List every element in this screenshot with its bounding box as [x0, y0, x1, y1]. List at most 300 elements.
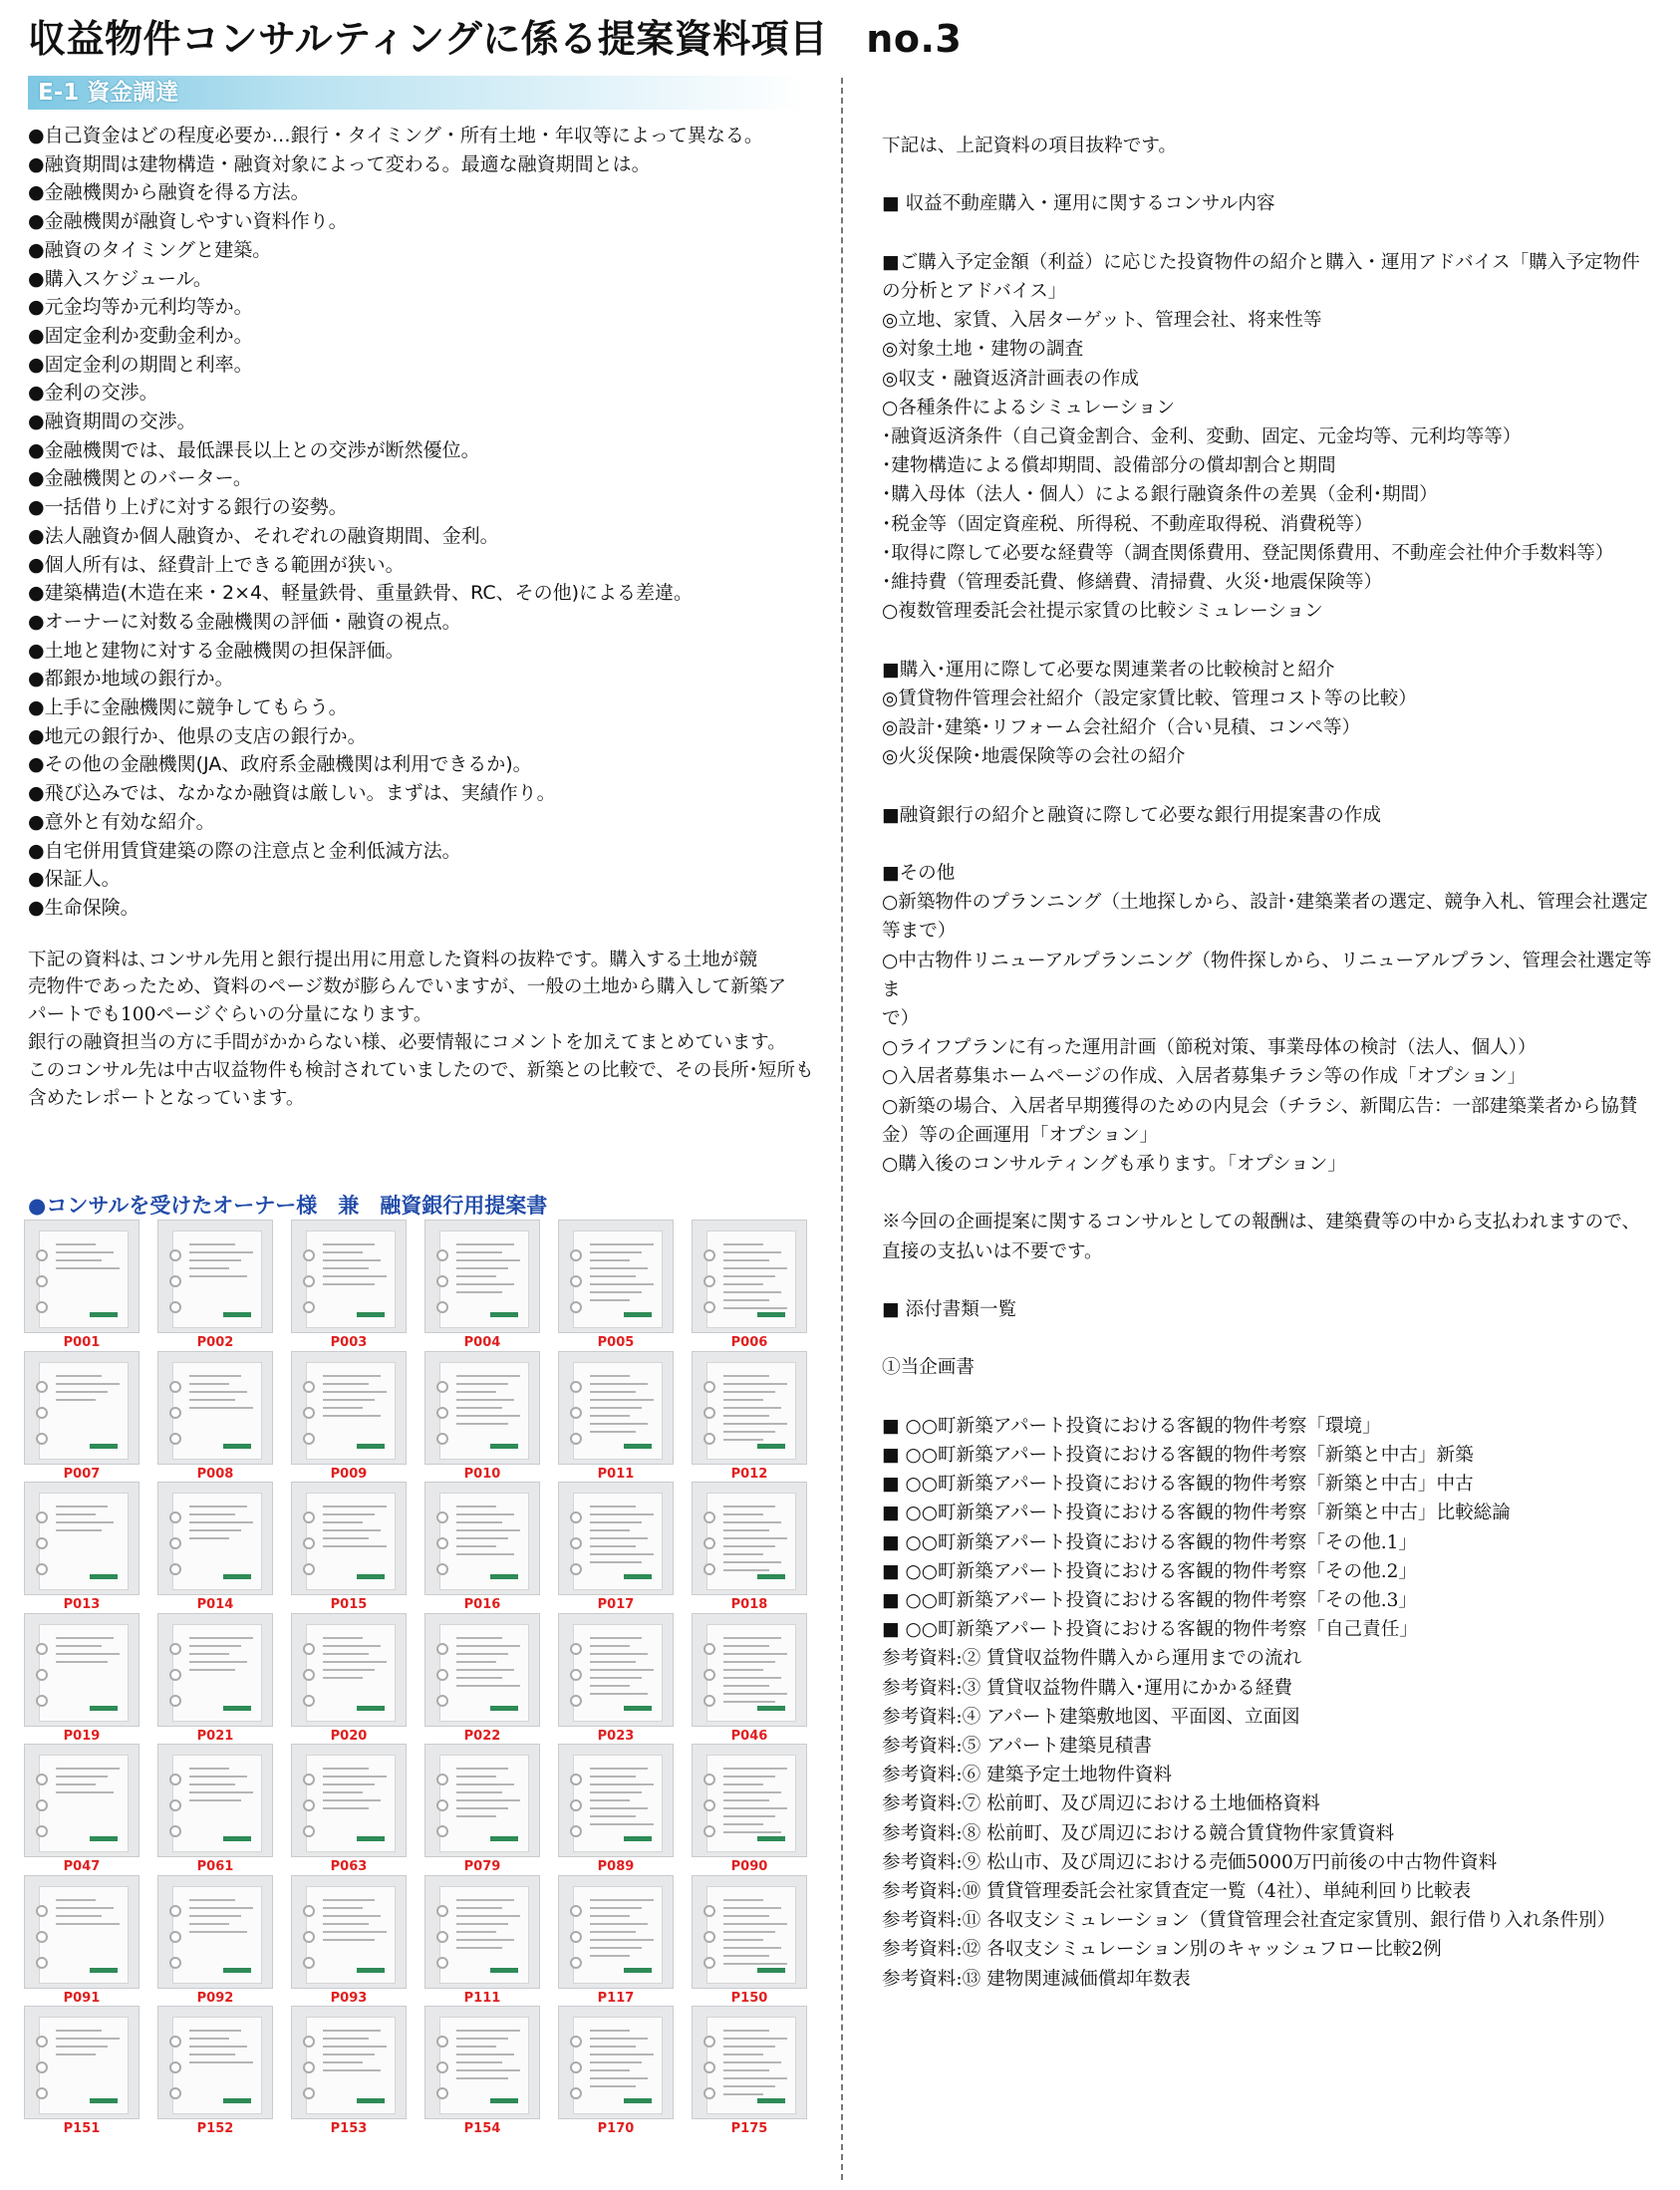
- thumbnail-item[interactable]: [24, 2006, 140, 2136]
- text-line-decoration: [189, 1391, 247, 1393]
- text-line-decoration: [323, 1661, 387, 1663]
- text-line-decoration: [723, 1545, 775, 1547]
- thumbnail-item[interactable]: [424, 2006, 540, 2136]
- binder-ring-icon: [169, 1669, 181, 1681]
- text-line-decoration: [189, 1783, 235, 1785]
- text-line-decoration: [189, 1791, 253, 1793]
- paragraph-line: このコンサル先は中古収益物件も検討されていましたので、新築との比較で、その長所･短所も: [28, 1059, 814, 1081]
- text-line-decoration: [590, 1513, 654, 1515]
- document-thumbnail: [157, 1744, 273, 1857]
- bullet-item: ●購入スケジュール。: [28, 267, 212, 290]
- content-line: ◎火災保険･地震保険等の会社の紹介: [882, 746, 1186, 768]
- text-line-decoration: [189, 1799, 241, 1801]
- text-line-decoration: [723, 1521, 781, 1523]
- text-line-decoration: [723, 1899, 763, 1901]
- content-line: の分析とアドバイス」: [882, 280, 1067, 302]
- text-line-decoration: [456, 1383, 508, 1385]
- text-line-decoration: [323, 2030, 381, 2032]
- text-line-decoration: [56, 1923, 120, 1925]
- content-line: 参考資料:⑬ 建物関連減価償却年数表: [882, 1968, 1191, 1990]
- spacer: [882, 1383, 1659, 1412]
- content-line: ◎設計･建築･リフォーム会社紹介（合い見積、コンペ等）: [882, 717, 1361, 739]
- logo-mark: [624, 2098, 652, 2103]
- document-thumbnail: [157, 1875, 273, 1989]
- text-line-decoration: [590, 1776, 636, 1778]
- text-line-decoration: [723, 2093, 763, 2095]
- document-thumbnail: [424, 1613, 540, 1727]
- page-preview: [439, 1231, 529, 1328]
- binder-ring-icon: [570, 1825, 582, 1837]
- thumbnail-item[interactable]: [291, 1482, 407, 1612]
- bullet-item: ●生命保険。: [28, 896, 140, 919]
- binder-ring-icon: [169, 1407, 181, 1419]
- content-line: ･維持費（管理委託費、修繕費、清掃費、火災･地震保険等）: [882, 572, 1383, 594]
- text-line-decoration: [189, 1653, 229, 1655]
- page-preview: [573, 1886, 663, 1984]
- text-line-decoration: [723, 1661, 775, 1663]
- text-line-decoration: [590, 1561, 642, 1563]
- text-line-decoration: [189, 1267, 229, 1269]
- thumbnail-label: P006: [730, 1335, 768, 1350]
- thumbnail-item[interactable]: [692, 1744, 807, 1874]
- text-line-decoration: [590, 1407, 642, 1409]
- content-line: ■ ○○町新築アパート投資における客観的物件考察「新築と中古」比較総論: [882, 1503, 1511, 1524]
- text-line-decoration: [456, 1931, 496, 1933]
- content-line: ◎収支・融資返済計画表の作成: [882, 368, 1139, 390]
- thumbnail-item[interactable]: [291, 1744, 407, 1874]
- binder-ring-icon: [570, 1643, 582, 1655]
- page-preview: [439, 2017, 529, 2114]
- text-line-decoration: [723, 1931, 775, 1933]
- text-line-decoration: [456, 1423, 508, 1425]
- document-thumbnail: [558, 1220, 674, 1333]
- thumbnail-item[interactable]: [558, 1220, 674, 1350]
- text-line-decoration: [456, 2069, 520, 2071]
- binder-ring-icon: [36, 1381, 48, 1393]
- thumbnail-item[interactable]: [424, 1744, 540, 1874]
- binder-ring-icon: [169, 1537, 181, 1549]
- binder-ring-icon: [169, 1381, 181, 1393]
- text-line-decoration: [456, 1537, 508, 1539]
- content-line: 参考資料:⑩ 賃貸管理委託会社家賃査定一覧（4社）、単純利回り比較表: [882, 1881, 1472, 1903]
- thumbnail-item[interactable]: [692, 1613, 807, 1744]
- binder-ring-icon: [169, 1249, 181, 1261]
- binder-ring-icon: [36, 2036, 48, 2048]
- page-title: 収益物件コンサルティングに係る提案資料項目 no.3: [28, 17, 963, 61]
- thumbnail-item[interactable]: [157, 2006, 273, 2136]
- text-line-decoration: [189, 1931, 247, 1933]
- document-thumbnail: [24, 1220, 140, 1333]
- text-line-decoration: [723, 1915, 769, 1917]
- text-line-decoration: [723, 1791, 781, 1793]
- text-line-decoration: [56, 1899, 96, 1901]
- thumbnail-item[interactable]: [558, 1744, 674, 1874]
- thumbnail-item[interactable]: [424, 1613, 540, 1744]
- text-line-decoration: [590, 2053, 654, 2055]
- text-line-decoration: [189, 1251, 253, 1253]
- text-line-decoration: [56, 1529, 102, 1531]
- text-line-decoration: [456, 1776, 496, 1778]
- binder-ring-icon: [36, 1511, 48, 1523]
- document-thumbnail: [558, 1744, 674, 1857]
- binder-ring-icon: [169, 1825, 181, 1837]
- thumbnail-label: P001: [63, 1335, 101, 1350]
- thumbnail-label: P008: [196, 1467, 234, 1482]
- thumbnail-item[interactable]: [24, 1482, 140, 1612]
- binder-ring-icon: [703, 1275, 715, 1287]
- text-line-decoration: [723, 1431, 775, 1433]
- thumbnail-label: P046: [730, 1729, 768, 1744]
- text-line-decoration: [323, 1415, 381, 1417]
- document-thumbnail: [291, 1351, 407, 1465]
- thumbnail-item[interactable]: [424, 1875, 540, 2006]
- thumbnail-item[interactable]: [291, 2006, 407, 2136]
- logo-mark: [357, 1444, 385, 1449]
- thumbnail-item[interactable]: [157, 1744, 273, 1874]
- binder-ring-icon: [169, 1957, 181, 1969]
- page-preview: [39, 1362, 129, 1460]
- thumbnail-item[interactable]: [692, 1482, 807, 1612]
- thumbnail-item[interactable]: [291, 1875, 407, 2006]
- text-line-decoration: [723, 1506, 775, 1507]
- text-line-decoration: [723, 1923, 787, 1925]
- spacer: [882, 626, 1659, 655]
- page-preview: [172, 1755, 262, 1852]
- content-line: ■ ○○町新築アパート投資における客観的物件考察「新築と中古」新築: [882, 1445, 1474, 1466]
- text-line-decoration: [590, 1799, 630, 1801]
- thumbnail-item[interactable]: [692, 2006, 807, 2136]
- page-preview: [172, 1231, 262, 1328]
- text-line-decoration: [590, 1907, 642, 1909]
- text-line-decoration: [723, 1645, 769, 1647]
- text-line-decoration: [456, 1399, 514, 1401]
- text-line-decoration: [323, 1267, 369, 1269]
- binder-ring-icon: [436, 1563, 448, 1575]
- spacer: [882, 771, 1659, 800]
- spacer: [882, 219, 1659, 248]
- thumbnail-label: P022: [463, 1729, 501, 1744]
- binder-ring-icon: [303, 1537, 315, 1549]
- text-line-decoration: [590, 1661, 636, 1663]
- content-line: 参考資料:⑨ 松山市、及び周辺における売価5000万円前後の中古物件資料: [882, 1851, 1498, 1873]
- text-line-decoration: [723, 1251, 781, 1253]
- text-line-decoration: [723, 1653, 787, 1655]
- binder-ring-icon: [36, 1249, 48, 1261]
- page-preview: [439, 1624, 529, 1722]
- binder-ring-icon: [703, 1381, 715, 1393]
- binder-ring-icon: [703, 1537, 715, 1549]
- text-line-decoration: [723, 1553, 763, 1555]
- page-preview: [439, 1362, 529, 1460]
- thumbnail-item[interactable]: [157, 1351, 273, 1482]
- logo-mark: [357, 2098, 385, 2103]
- text-line-decoration: [456, 2061, 502, 2063]
- left-column: [28, 76, 815, 1112]
- thumbnail-item[interactable]: [558, 1351, 674, 1482]
- document-thumbnail: [24, 1482, 140, 1595]
- binder-ring-icon: [703, 1774, 715, 1785]
- page-preview: [706, 1493, 796, 1590]
- text-line-decoration: [590, 1299, 630, 1301]
- text-line-decoration: [323, 1375, 381, 1377]
- document-thumbnail: [157, 1351, 273, 1465]
- logo-mark: [90, 1444, 118, 1449]
- thumbnail-item[interactable]: [291, 1613, 407, 1744]
- binder-ring-icon: [570, 1799, 582, 1811]
- page-preview: [439, 1755, 529, 1852]
- thumbnail-item[interactable]: [291, 1351, 407, 1482]
- content-line: 参考資料:⑧ 松前町、及び周辺における競合賃貸物件家賃資料: [882, 1822, 1395, 1844]
- text-line-decoration: [590, 1375, 630, 1377]
- page-preview: [573, 1362, 663, 1460]
- thumbnail-item[interactable]: [24, 1875, 140, 2006]
- thumbnail-item[interactable]: [424, 1220, 540, 1350]
- text-line-decoration: [56, 1907, 114, 1909]
- spacer: [882, 1179, 1659, 1208]
- text-line-decoration: [723, 2085, 775, 2087]
- thumbnail-item[interactable]: [24, 1351, 140, 1482]
- text-line-decoration: [590, 1823, 654, 1825]
- binder-ring-icon: [436, 1249, 448, 1261]
- document-thumbnail: [291, 1744, 407, 1857]
- thumbnail-item[interactable]: [558, 2006, 674, 2136]
- content-line: ■ ○○町新築アパート投資における客観的物件考察「環境」: [882, 1415, 1381, 1437]
- logo-mark: [624, 1312, 652, 1317]
- thumbnail-item[interactable]: [157, 1220, 273, 1350]
- page-preview: [573, 2017, 663, 2114]
- content-line: 金）等の企画運用「オプション」: [882, 1124, 1159, 1146]
- text-line-decoration: [590, 1545, 636, 1547]
- text-line-decoration: [189, 1407, 253, 1409]
- text-line-decoration: [590, 1677, 642, 1679]
- text-line-decoration: [189, 1275, 247, 1277]
- spacer: [882, 1324, 1659, 1353]
- thumbnail-item[interactable]: [157, 1613, 273, 1744]
- text-line-decoration: [456, 1375, 520, 1377]
- content-line: ◎賃貸物件管理会社紹介（設定家賃比較、管理コスト等の比較）: [882, 687, 1417, 709]
- binder-ring-icon: [436, 2061, 448, 2073]
- document-thumbnail: [558, 2006, 674, 2119]
- thumbnail-label: P014: [196, 1597, 234, 1612]
- text-line-decoration: [323, 1537, 369, 1539]
- binder-ring-icon: [303, 1563, 315, 1575]
- document-thumbnail: [424, 1351, 540, 1465]
- text-line-decoration: [56, 1768, 120, 1770]
- text-line-decoration: [56, 1251, 114, 1253]
- thumbnail-item[interactable]: [692, 1351, 807, 1482]
- text-line-decoration: [723, 1669, 763, 1671]
- text-line-decoration: [590, 1693, 648, 1695]
- page-preview: [39, 1231, 129, 1328]
- page-preview: [706, 1362, 796, 1460]
- binder-ring-icon: [570, 1774, 582, 1785]
- thumbnail-item[interactable]: [157, 1875, 273, 2006]
- bullet-item: ●建築構造(木造在来・2×4、軽量鉄骨、重量鉄骨、RC、その他)による差違。: [28, 582, 694, 605]
- text-line-decoration: [723, 1399, 763, 1401]
- text-line-decoration: [56, 1915, 102, 1917]
- text-line-decoration: [723, 1415, 769, 1417]
- text-line-decoration: [56, 1399, 96, 1401]
- logo-mark: [624, 1444, 652, 1449]
- text-line-decoration: [456, 1407, 502, 1409]
- text-line-decoration: [56, 2053, 96, 2055]
- text-line-decoration: [189, 1383, 229, 1385]
- document-thumbnail: [424, 1744, 540, 1857]
- bullet-item: ●オーナーに対数る金融機関の評価・融資の視点。: [28, 610, 461, 633]
- text-line-decoration: [56, 1506, 108, 1507]
- text-line-decoration: [590, 1415, 630, 1417]
- text-line-decoration: [723, 1307, 787, 1309]
- text-line-decoration: [323, 1791, 363, 1793]
- binder-ring-icon: [570, 2061, 582, 2073]
- text-line-decoration: [590, 1653, 648, 1655]
- text-line-decoration: [590, 2085, 636, 2087]
- text-line-decoration: [189, 1243, 235, 1245]
- thumbnail-label: P117: [597, 1991, 635, 2006]
- logo-mark: [757, 2098, 785, 2103]
- text-line-decoration: [590, 1947, 642, 1949]
- text-line-decoration: [590, 1669, 654, 1671]
- binder-ring-icon: [703, 1433, 715, 1445]
- thumbnail-item[interactable]: [157, 1482, 273, 1612]
- page-preview: [172, 2017, 262, 2114]
- text-line-decoration: [323, 1513, 375, 1515]
- text-line-decoration: [590, 1529, 630, 1531]
- page-preview: [706, 1231, 796, 1328]
- binder-ring-icon: [436, 1825, 448, 1837]
- text-line-decoration: [723, 1259, 769, 1261]
- text-line-decoration: [189, 1661, 247, 1663]
- text-line-decoration: [56, 1259, 102, 1261]
- content-line: ■ ○○町新築アパート投資における客観的物件考察「その他.2」: [882, 1560, 1418, 1582]
- bullet-item: ●金融機関が融資しやすい資料作り。: [28, 210, 348, 233]
- binder-ring-icon: [703, 2036, 715, 2048]
- document-thumbnail: [692, 1220, 807, 1333]
- text-line-decoration: [590, 1399, 654, 1401]
- document-thumbnail: [692, 1351, 807, 1465]
- binder-ring-icon: [436, 1799, 448, 1811]
- binder-ring-icon: [570, 2036, 582, 2048]
- page-preview: [306, 2017, 396, 2114]
- content-line: ･建物構造による償却期間、設備部分の償却割合と期間: [882, 455, 1336, 477]
- thumbnail-label: P021: [196, 1729, 234, 1744]
- text-line-decoration: [189, 2030, 241, 2032]
- text-line-decoration: [456, 1415, 520, 1417]
- text-line-decoration: [456, 1259, 520, 1261]
- bullet-item: ●法人融資か個人融資か、それぞれの融資期間、金利。: [28, 524, 499, 547]
- thumbnail-item[interactable]: [558, 1613, 674, 1744]
- text-line-decoration: [723, 1685, 769, 1687]
- bullet-item: ●保証人。: [28, 868, 121, 891]
- content-line: ･取得に際して必要な経費等（調査関係費用、登記関係費用、不動産会社仲介手数料等）: [882, 542, 1614, 564]
- text-line-decoration: [323, 1506, 387, 1507]
- binder-ring-icon: [436, 1669, 448, 1681]
- thumbnail-item[interactable]: [24, 1744, 140, 1874]
- thumbnail-label: P015: [330, 1597, 368, 1612]
- text-line-decoration: [723, 2030, 769, 2032]
- logo-mark: [490, 1836, 518, 1841]
- binder-ring-icon: [303, 1774, 315, 1785]
- thumbnail-item[interactable]: [692, 1220, 807, 1350]
- binder-ring-icon: [303, 1407, 315, 1419]
- bullet-item: ●固定金利の期間と利率。: [28, 353, 253, 376]
- binder-ring-icon: [169, 1931, 181, 1943]
- binder-ring-icon: [570, 1563, 582, 1575]
- document-thumbnail: [692, 1875, 807, 1989]
- logo-mark: [757, 1836, 785, 1841]
- binder-ring-icon: [303, 1825, 315, 1837]
- page-preview: [39, 1624, 129, 1722]
- binder-ring-icon: [169, 2087, 181, 2099]
- text-line-decoration: [456, 1685, 520, 1687]
- thumbnail-label: P012: [730, 1467, 768, 1482]
- thumbnail-item[interactable]: [24, 1613, 140, 1744]
- content-line: ○購入後のコンサルティングも承ります。「オプション」: [882, 1154, 1346, 1176]
- text-line-decoration: [56, 1783, 96, 1785]
- page-preview: [573, 1493, 663, 1590]
- text-line-decoration: [56, 1375, 102, 1377]
- page-preview: [573, 1231, 663, 1328]
- text-line-decoration: [590, 1955, 630, 1957]
- text-line-decoration: [56, 1791, 114, 1793]
- content-line: 参考資料:⑫ 各収支シミュレーション別のキャッシュフロー比較2例: [882, 1939, 1442, 1961]
- thumbnail-item[interactable]: [558, 1482, 674, 1612]
- page-preview: [172, 1362, 262, 1460]
- binder-ring-icon: [303, 1799, 315, 1811]
- binder-ring-icon: [36, 1774, 48, 1785]
- text-line-decoration: [189, 1513, 235, 1515]
- text-line-decoration: [590, 1431, 636, 1433]
- binder-ring-icon: [703, 1825, 715, 1837]
- text-line-decoration: [590, 1931, 636, 1933]
- logo-mark: [90, 1574, 118, 1579]
- thumbnail-item[interactable]: [424, 1482, 540, 1612]
- text-line-decoration: [723, 1299, 769, 1301]
- paragraph-line: 下記の資料は､コンサル先用と銀行提出用に用意した資料の抜粋です。購入する土地が競: [28, 949, 758, 970]
- text-line-decoration: [590, 1283, 654, 1285]
- text-line-decoration: [189, 1259, 241, 1261]
- binder-ring-icon: [436, 1695, 448, 1707]
- document-thumbnail: [692, 1482, 807, 1595]
- thumbnail-item[interactable]: [692, 1875, 807, 2006]
- binder-ring-icon: [169, 1774, 181, 1785]
- text-line-decoration: [323, 1391, 387, 1393]
- binder-ring-icon: [303, 1433, 315, 1445]
- text-line-decoration: [323, 1645, 381, 1647]
- thumbnail-label: P152: [196, 2121, 234, 2136]
- document-thumbnail: [558, 1875, 674, 1989]
- thumbnail-item[interactable]: [24, 1220, 140, 1350]
- thumbnail-item[interactable]: [291, 1220, 407, 1350]
- logo-mark: [624, 1706, 652, 1711]
- text-line-decoration: [723, 1375, 769, 1377]
- text-line-decoration: [456, 1513, 514, 1515]
- text-line-decoration: [723, 2038, 787, 2040]
- thumbnail-item[interactable]: [558, 1875, 674, 2006]
- binder-ring-icon: [703, 1301, 715, 1313]
- text-line-decoration: [323, 1407, 363, 1409]
- text-line-decoration: [56, 1521, 114, 1523]
- text-line-decoration: [56, 2046, 108, 2048]
- thumbnail-item[interactable]: [424, 1351, 540, 1482]
- text-line-decoration: [590, 1383, 648, 1385]
- content-line: 等まで）: [882, 921, 957, 943]
- document-thumbnail: [692, 1744, 807, 1857]
- text-line-decoration: [189, 1923, 229, 1925]
- content-line: 参考資料:⑦ 松前町、及び周辺における土地価格資料: [882, 1793, 1320, 1815]
- text-line-decoration: [590, 1537, 648, 1539]
- logo-mark: [223, 1968, 251, 1973]
